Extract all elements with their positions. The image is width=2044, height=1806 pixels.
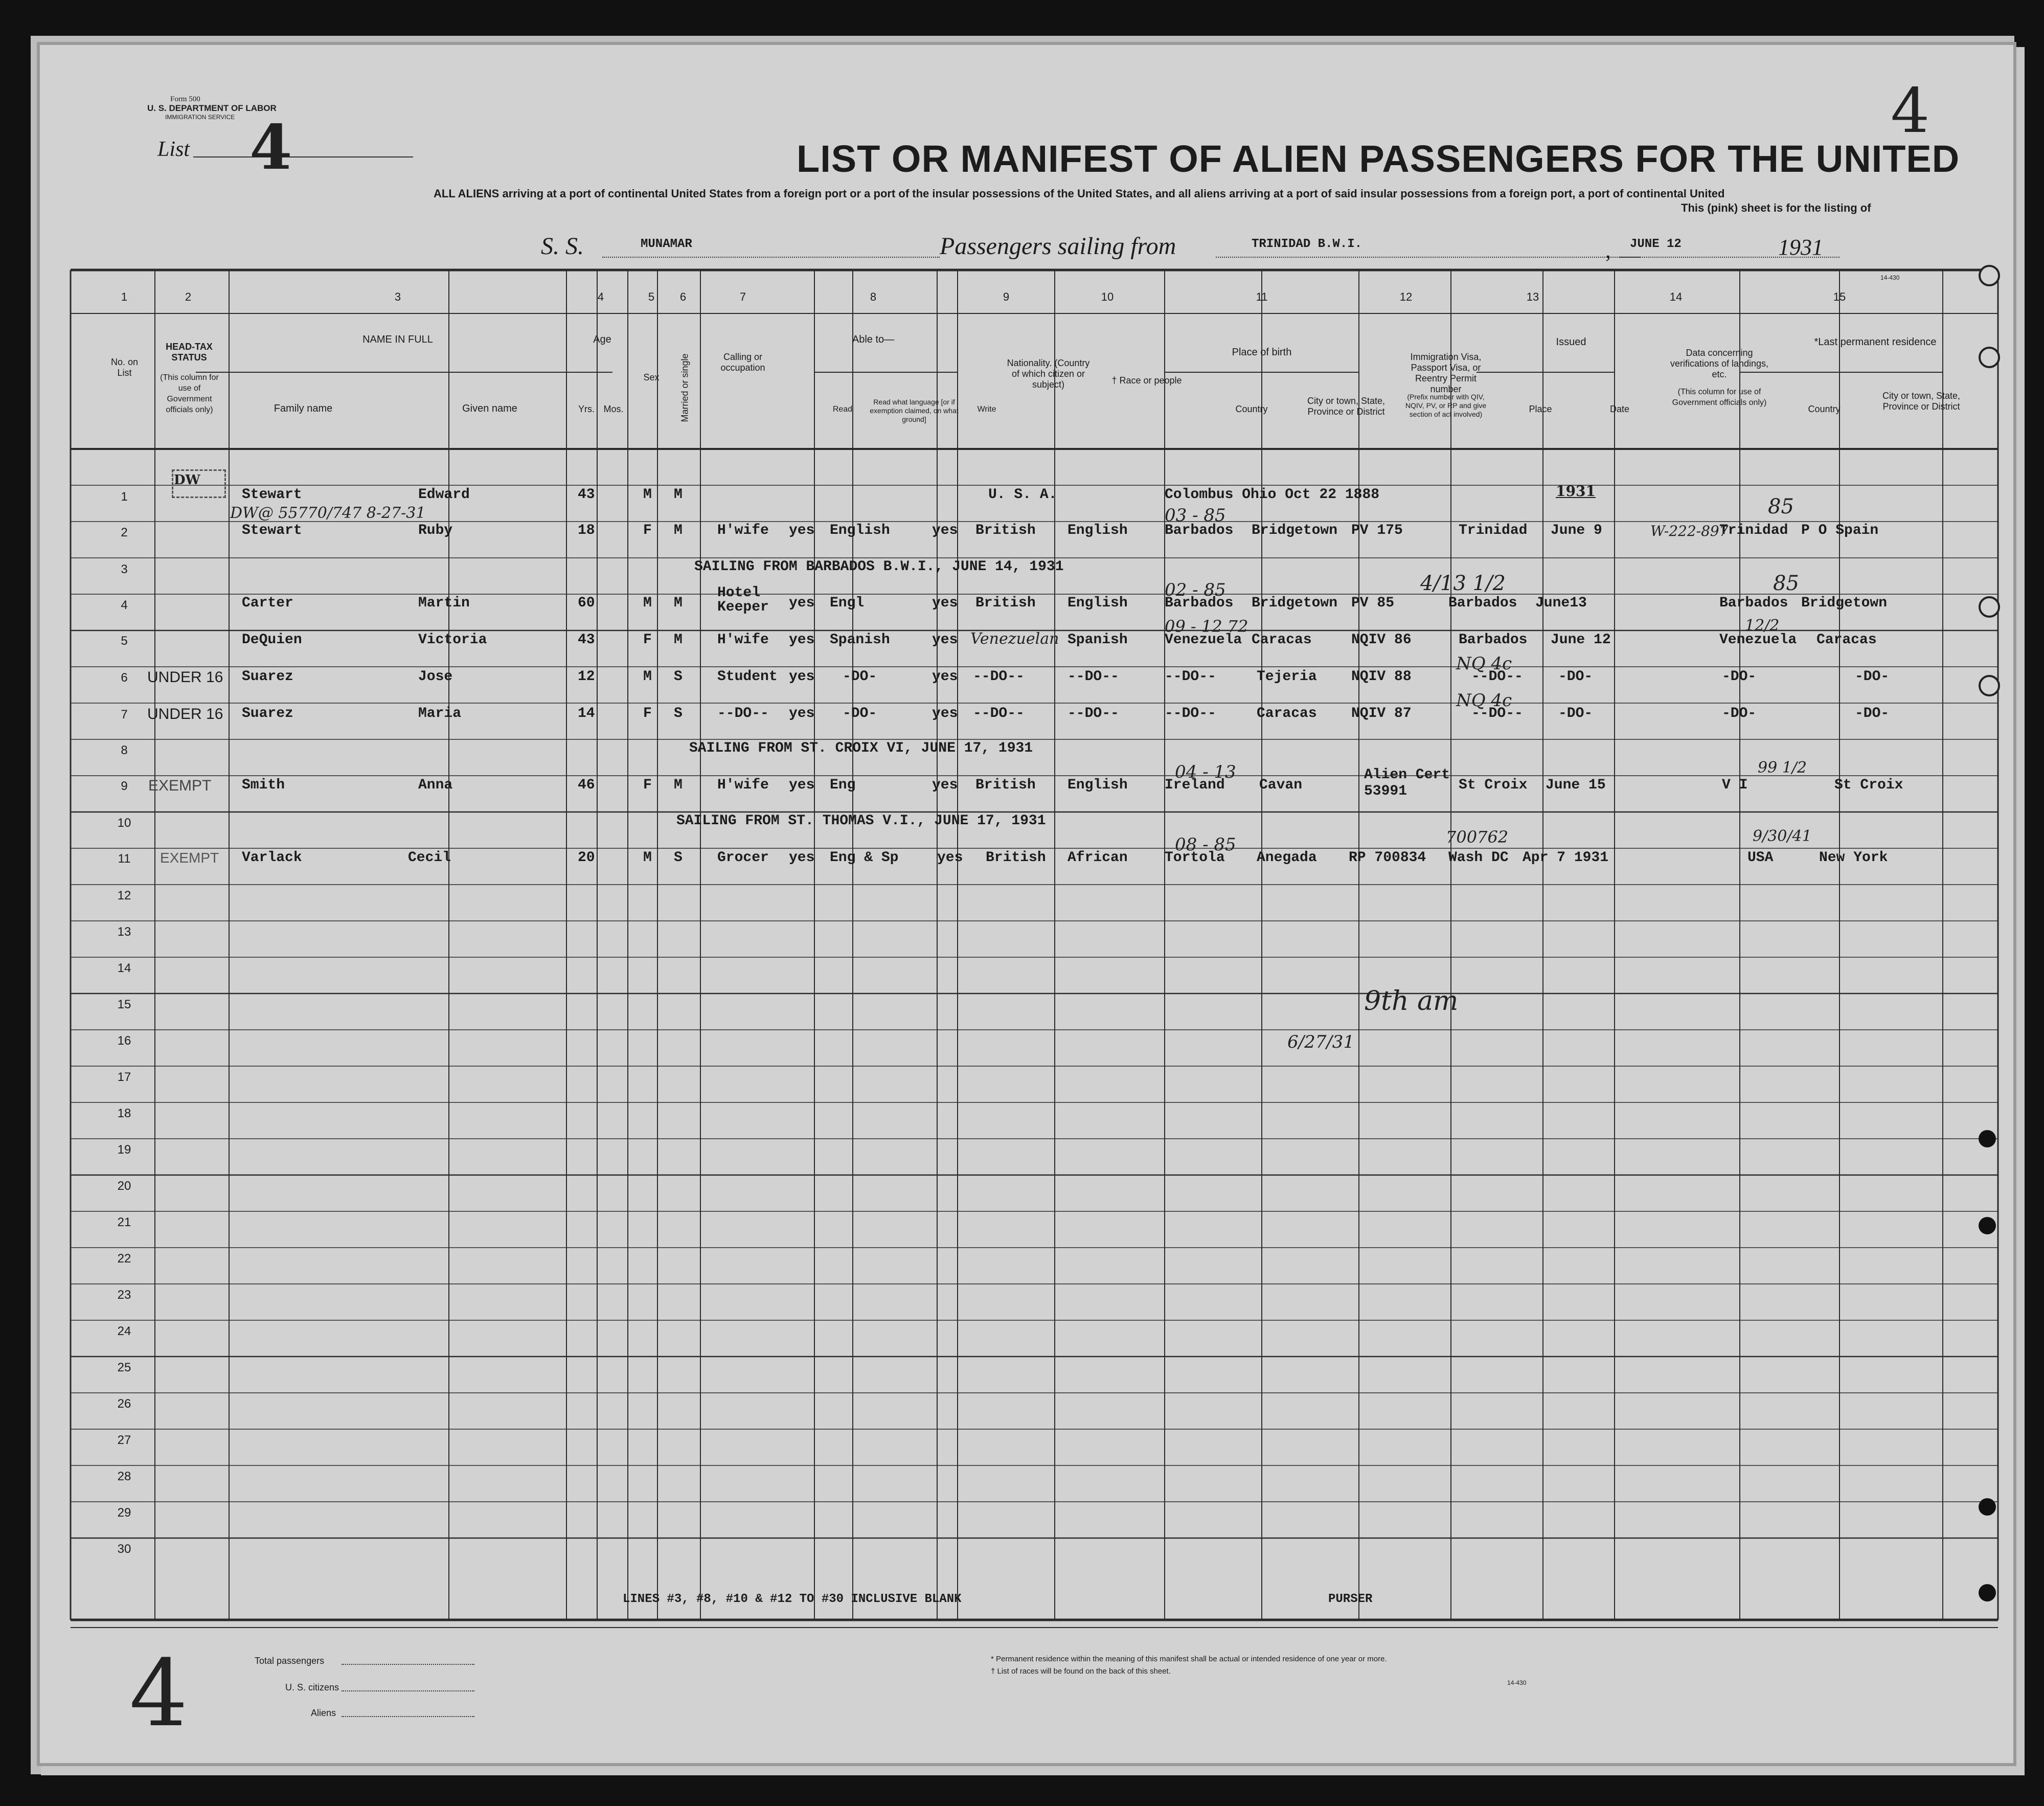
hand-visa-note: NQ 4c bbox=[1456, 690, 1512, 711]
cell-residence-city: P O Spain bbox=[1801, 523, 1879, 538]
blank-lines-note: LINES #3, #8, #10 & #12 TO #30 INCLUSIVE BLANK bbox=[623, 1592, 962, 1606]
cell-visa: PV 85 bbox=[1351, 595, 1395, 611]
row-number: 30 bbox=[117, 1542, 131, 1556]
cell-write: yes bbox=[932, 777, 958, 793]
hand-visa-note: NQ 4c bbox=[1456, 653, 1512, 674]
header-no-on-list: No. on List bbox=[110, 357, 139, 378]
cell-given-name: Jose bbox=[418, 669, 453, 685]
cell-family-name: Varlack bbox=[242, 850, 302, 866]
cell-read: yes bbox=[789, 523, 815, 538]
cell-write: yes bbox=[932, 706, 958, 721]
hand-note: 03 - 85 bbox=[1165, 505, 1226, 526]
total-passengers-label: Total passengers bbox=[255, 1656, 325, 1666]
cell-issued-place: --DO-- bbox=[1471, 706, 1523, 721]
cell-family-name: Stewart bbox=[242, 523, 302, 538]
cell-write: yes bbox=[932, 632, 958, 648]
cell-married: S bbox=[674, 669, 683, 685]
header-calling: Calling or occupation bbox=[720, 352, 765, 373]
header-family-name: Family name bbox=[274, 403, 333, 414]
footnote-residence: * Permanent residence within the meaning of this manifest shall be actual or intended residence of one year or more. bbox=[991, 1655, 1387, 1663]
row-number: 4 bbox=[121, 598, 128, 612]
header-issued: Issued bbox=[1556, 336, 1586, 348]
row-number: 12 bbox=[117, 889, 131, 902]
cell-family-name: DeQuien bbox=[242, 632, 302, 648]
header-age-mos: Mos. bbox=[603, 404, 624, 414]
row-number: 19 bbox=[117, 1143, 131, 1157]
cell-birth-city: Bridgetown bbox=[1252, 595, 1338, 611]
cell-family-name: Suarez bbox=[242, 706, 293, 721]
cell-occupation: H'wife bbox=[717, 777, 769, 793]
cell-language: English bbox=[830, 523, 890, 538]
cell-visa: PV 175 bbox=[1351, 523, 1403, 538]
cell-age-yrs: 14 bbox=[578, 706, 595, 721]
hand-note: 08 - 85 bbox=[1175, 834, 1236, 855]
cell-write: yes bbox=[932, 523, 958, 538]
binder-hole bbox=[1979, 1498, 1996, 1516]
binder-ring-hole bbox=[1979, 265, 2000, 286]
cell-nationality: --DO-- bbox=[973, 669, 1025, 685]
header-race: † Race or people bbox=[1111, 375, 1182, 386]
cell-married: M bbox=[674, 777, 683, 793]
header-sex: Sex bbox=[643, 372, 660, 382]
binder-ring-hole bbox=[1979, 596, 2000, 618]
cell-sex: F bbox=[643, 632, 652, 648]
cell-age-yrs: 43 bbox=[578, 632, 595, 648]
cell-given-name: Ruby bbox=[418, 523, 453, 538]
manifest-grid bbox=[40, 45, 2013, 1763]
list-label: List bbox=[157, 138, 190, 161]
cell-sex: M bbox=[643, 669, 652, 685]
cell-married: M bbox=[674, 523, 683, 538]
row-number: 13 bbox=[117, 925, 131, 939]
sheet-code: 14-430 bbox=[1880, 274, 1900, 281]
cell-visa: NQIV 87 bbox=[1351, 706, 1412, 721]
cell-language: Eng & Sp bbox=[830, 850, 899, 866]
col-num-8: 8 bbox=[870, 290, 877, 303]
sailing-year: 1931 bbox=[1778, 235, 1823, 260]
cell-issued-date: June13 bbox=[1535, 595, 1587, 611]
cell-issued-date: -DO- bbox=[1558, 706, 1593, 721]
cell-residence-city: St Croix bbox=[1834, 777, 1903, 793]
cell-race: --DO-- bbox=[1068, 706, 1119, 721]
header-head-tax-note: (This column for use of Government officials only) bbox=[160, 373, 219, 414]
col-num-10: 10 bbox=[1101, 290, 1114, 303]
cell-language: Engl bbox=[830, 595, 865, 611]
cell-visa: RP 700834 bbox=[1349, 850, 1426, 866]
cell-read: yes bbox=[789, 706, 815, 721]
aliens-label: Aliens bbox=[311, 1708, 336, 1718]
row-number: 5 bbox=[121, 634, 128, 648]
total-line bbox=[342, 1664, 474, 1665]
header-residence-country: Country bbox=[1808, 404, 1841, 414]
cell-issued-date: June 15 bbox=[1546, 777, 1606, 793]
col-num-15: 15 bbox=[1833, 290, 1846, 303]
cell-issued-date: June 9 bbox=[1551, 523, 1602, 538]
row-number: 24 bbox=[117, 1324, 131, 1338]
cell-head-tax: UNDER 16 bbox=[147, 706, 223, 723]
subtitle: ALL ALIENS arriving at a port of continental United States from a foreign port or a port of the insular possessions of the United States, and all aliens arriving at a port of said insular possessions from a foreign port, a port of continental United bbox=[434, 187, 1725, 200]
header-married: Married or single bbox=[679, 353, 690, 422]
header-nationality: Nationality. (Country of which citizen or subject) bbox=[1007, 358, 1090, 390]
purser-label: PURSER bbox=[1328, 1592, 1373, 1606]
citizens-line bbox=[342, 1690, 474, 1691]
ss-label: S. S. bbox=[541, 233, 584, 260]
cell-sex: M bbox=[643, 595, 652, 611]
section-header: SAILING FROM BARBADOS B.W.I., JUNE 14, 1931 bbox=[694, 559, 1064, 575]
hand-count: 4 bbox=[129, 1640, 188, 1747]
row-number: 11 bbox=[118, 852, 131, 866]
manifest-sheet bbox=[40, 45, 2013, 1763]
cell-head-tax: EXEMPT bbox=[160, 850, 219, 866]
cell-language: -DO- bbox=[843, 669, 877, 685]
row-number: 27 bbox=[117, 1433, 131, 1447]
cell-race: Spanish bbox=[1068, 632, 1128, 648]
cell-write: yes bbox=[932, 595, 958, 611]
row-number: 16 bbox=[117, 1034, 131, 1048]
cell-birth-country: --DO-- bbox=[1165, 706, 1216, 721]
cell-sex: M bbox=[643, 850, 652, 866]
cell-race: English bbox=[1068, 595, 1128, 611]
row-number: 3 bbox=[121, 562, 128, 576]
row-number: 1 bbox=[121, 490, 128, 504]
cell-nationality: British bbox=[986, 850, 1046, 866]
col-num-6: 6 bbox=[679, 290, 687, 303]
cell-sex: M bbox=[643, 487, 652, 503]
cell-residence-city: Bridgetown bbox=[1801, 595, 1888, 611]
cell-write: yes bbox=[937, 850, 963, 866]
col-num-12: 12 bbox=[1399, 290, 1413, 303]
cell-family-name: Stewart bbox=[242, 487, 302, 503]
cell-nationality: British bbox=[975, 777, 1036, 793]
cell-birth-country: Tortola bbox=[1165, 850, 1225, 866]
comma: , bbox=[1605, 238, 1611, 263]
header-issued-date: Date bbox=[1609, 404, 1630, 414]
header-visa-note: (Prefix number with QIV, NQIV, PV, or RP and give section of act involved) bbox=[1405, 393, 1487, 418]
binder-ring-hole bbox=[1979, 347, 2000, 368]
cell-occupation: --DO-- bbox=[717, 706, 769, 721]
binder-ring-hole bbox=[1979, 675, 2000, 696]
header-write: Write bbox=[977, 405, 996, 414]
hand-year: 1931 bbox=[1556, 483, 1596, 500]
header-last-residence: *Last permanent residence bbox=[1814, 336, 1937, 348]
row-number: 9 bbox=[121, 779, 128, 793]
department-label: U. S. DEPARTMENT OF LABOR bbox=[147, 103, 277, 113]
cell-family-name: Smith bbox=[242, 777, 285, 793]
cell-read: yes bbox=[789, 777, 815, 793]
header-given-name: Given name bbox=[462, 403, 517, 414]
cell-family-name: Suarez bbox=[242, 669, 293, 685]
cell-issued-place: Barbados bbox=[1448, 595, 1517, 611]
cell-visa: Alien Cert 53991 bbox=[1364, 767, 1450, 799]
cell-birth-city: Anegada bbox=[1257, 850, 1317, 866]
cell-married: M bbox=[674, 632, 683, 648]
cell-issued-date: June 12 bbox=[1551, 632, 1611, 648]
section-header: SAILING FROM ST. THOMAS V.I., JUNE 17, 1931 bbox=[676, 813, 1046, 829]
cell-race: English bbox=[1068, 777, 1128, 793]
cell-birth: Colombus Ohio Oct 22 1888 bbox=[1165, 487, 1380, 503]
col-num-3: 3 bbox=[394, 290, 401, 303]
row-number: 2 bbox=[121, 526, 128, 539]
cell-married: M bbox=[674, 487, 683, 503]
aliens-line bbox=[342, 1716, 474, 1717]
cell-birth-city: Tejeria bbox=[1257, 669, 1317, 685]
cell-residence-country: Barbados bbox=[1719, 595, 1788, 611]
cell-visa: NQIV 86 bbox=[1351, 632, 1412, 648]
footer-code: 14-430 bbox=[1507, 1679, 1527, 1686]
binder-hole bbox=[1979, 1217, 1996, 1234]
cell-race: English bbox=[1068, 523, 1128, 538]
header-birth-city: City or town, State, Province or District bbox=[1307, 396, 1386, 417]
cell-issued-place: Wash DC bbox=[1448, 850, 1509, 866]
cell-nationality: British bbox=[975, 523, 1036, 538]
cell-occupation: H'wife bbox=[717, 632, 769, 648]
cell-occupation: Student bbox=[717, 669, 778, 685]
cell-language: -DO- bbox=[843, 706, 877, 721]
header-able-to: Able to— bbox=[852, 334, 895, 345]
row-number: 22 bbox=[117, 1252, 131, 1266]
cell-birth-city: Cavan bbox=[1259, 777, 1303, 793]
footnote-races: † List of races will be found on the back of this sheet. bbox=[991, 1667, 1171, 1676]
cell-language: Spanish bbox=[830, 632, 890, 648]
cell-occupation: Grocer bbox=[717, 850, 769, 866]
cell-married: M bbox=[674, 595, 683, 611]
cell-birth-city: Caracas bbox=[1257, 706, 1317, 721]
page-title: LIST OR MANIFEST OF ALIEN PASSENGERS FOR THE UNITED bbox=[797, 138, 1960, 180]
cell-issued-place: Barbados bbox=[1459, 632, 1528, 648]
cell-residence-country: USA bbox=[1747, 850, 1774, 866]
cell-read: yes bbox=[789, 850, 815, 866]
hand-note: 02 - 85 bbox=[1165, 580, 1226, 600]
file-number-annotation: DW@ 55770/747 8-27-31 bbox=[230, 504, 426, 522]
header-place-of-birth: Place of birth bbox=[1232, 347, 1292, 358]
cell-residence-city: -DO- bbox=[1855, 669, 1890, 685]
cell-issued-place: --DO-- bbox=[1471, 669, 1523, 685]
col-num-5: 5 bbox=[648, 290, 655, 303]
cell-married: S bbox=[674, 706, 683, 721]
row-number: 8 bbox=[121, 743, 128, 757]
cell-given-name: Victoria bbox=[418, 632, 487, 648]
cell-age-yrs: 60 bbox=[578, 595, 595, 611]
sailing-from-label: Passengers sailing from bbox=[940, 233, 1176, 260]
cell-issued-date: Apr 7 1931 bbox=[1523, 850, 1609, 866]
cell-married: S bbox=[674, 850, 683, 866]
row-number: 7 bbox=[121, 708, 128, 721]
cell-given-name: Anna bbox=[418, 777, 453, 793]
hand-visa-note: 4/13 1/2 bbox=[1420, 572, 1506, 595]
cell-occupation: H'wife bbox=[717, 523, 769, 538]
row-number: 17 bbox=[117, 1070, 131, 1084]
cell-race: African bbox=[1068, 850, 1128, 866]
cell-birth-city: Bridgetown bbox=[1252, 523, 1338, 538]
header-read: Read bbox=[832, 405, 853, 414]
cell-nationality: --DO-- bbox=[973, 706, 1025, 721]
section-header: SAILING FROM ST. CROIX VI, JUNE 17, 1931 bbox=[689, 740, 1033, 756]
cell-given-name: Maria bbox=[418, 706, 462, 721]
binder-hole bbox=[1979, 1130, 1996, 1147]
hand-note: 04 - 13 bbox=[1175, 762, 1236, 782]
row-number: 10 bbox=[117, 816, 131, 830]
col-num-14: 14 bbox=[1669, 290, 1683, 303]
cell-given-name: Martin bbox=[418, 595, 470, 611]
cell-language: Eng bbox=[830, 777, 856, 793]
cell-residence-city: -DO- bbox=[1855, 706, 1890, 721]
hand-note: 99 1/2 bbox=[1758, 759, 1807, 777]
cell-sex: F bbox=[643, 777, 652, 793]
cell-read: yes bbox=[789, 595, 815, 611]
cell-birth-country: Barbados bbox=[1165, 523, 1234, 538]
col-num-2: 2 bbox=[185, 290, 192, 303]
cell-residence-country: Venezuela bbox=[1719, 632, 1797, 648]
cell-read: yes bbox=[789, 669, 815, 685]
hand-inspection-time: 9th am bbox=[1364, 986, 1459, 1017]
cell-birth-country: Ireland bbox=[1165, 777, 1225, 793]
cell-nationality: Venezuelan bbox=[970, 630, 1059, 648]
row-number: 21 bbox=[117, 1215, 131, 1229]
cell-residence-country: -DO- bbox=[1722, 706, 1757, 721]
cell-age-yrs: 43 bbox=[578, 487, 595, 503]
binder-hole bbox=[1979, 1584, 1996, 1601]
row-number: 28 bbox=[117, 1470, 131, 1483]
col-num-9: 9 bbox=[1003, 290, 1010, 303]
header-birth-country: Country bbox=[1235, 404, 1268, 414]
cell-head-tax: EXEMPT bbox=[148, 777, 212, 794]
cell-given-name: Cecil bbox=[408, 850, 451, 866]
cell-sex: F bbox=[643, 706, 652, 721]
header-issued-place: Place bbox=[1529, 404, 1552, 414]
cell-family-name: Carter bbox=[242, 595, 293, 611]
cell-residence-country: Trinidad bbox=[1719, 523, 1788, 538]
header-age-yrs: Yrs. bbox=[578, 404, 595, 414]
col-num-1: 1 bbox=[121, 290, 128, 303]
hand-note: 09 - 12 72 bbox=[1165, 617, 1248, 636]
row-number: 18 bbox=[117, 1107, 131, 1120]
port-name: TRINIDAD B.W.I. bbox=[1252, 237, 1362, 251]
cell-read: yes bbox=[789, 632, 815, 648]
cell-birth-country: --DO-- bbox=[1165, 669, 1216, 685]
row-number: 29 bbox=[117, 1506, 131, 1520]
row-number: 23 bbox=[117, 1288, 131, 1302]
row-number: 20 bbox=[117, 1179, 131, 1193]
hand-visa-note: 700762 bbox=[1446, 827, 1509, 847]
cell-residence-city: Caracas bbox=[1816, 632, 1877, 648]
cell-age-yrs: 20 bbox=[578, 850, 595, 866]
cell-birth-city: Caracas bbox=[1252, 632, 1312, 648]
list-number: 4 bbox=[249, 111, 292, 184]
header-read-language: Read what language [or if exemption claimed, on what ground] bbox=[870, 398, 959, 423]
row-number: 25 bbox=[117, 1361, 131, 1374]
header-verifications-note: (This column for use of Government officials only) bbox=[1672, 388, 1767, 407]
header-age: Age bbox=[593, 334, 611, 345]
cell-issued-place: St Croix bbox=[1459, 777, 1528, 793]
cell-head-tax: UNDER 16 bbox=[147, 669, 223, 686]
cell-visa: NQIV 88 bbox=[1351, 669, 1412, 685]
col-num-4: 4 bbox=[597, 290, 604, 303]
hand-note: 12/2 bbox=[1745, 617, 1780, 635]
header-verifications: Data concerning verifications of landings, etc. bbox=[1670, 348, 1769, 379]
cell-birth-country: Barbados bbox=[1165, 595, 1234, 611]
hand-inspection-date: 6/27/31 bbox=[1287, 1032, 1355, 1052]
cell-birth-country: Venezuela bbox=[1165, 632, 1242, 648]
cell-occupation: Hotel Keeper bbox=[717, 585, 769, 615]
row-number: 14 bbox=[117, 961, 131, 975]
row-number: 6 bbox=[121, 671, 128, 685]
stamp-text: DW bbox=[174, 472, 200, 488]
hand-note: 85 bbox=[1768, 495, 1794, 518]
cell-residence-country: -DO- bbox=[1722, 669, 1757, 685]
row-number: 15 bbox=[117, 998, 131, 1011]
service-label: IMMIGRATION SERVICE bbox=[165, 114, 235, 121]
ship-name: MUNAMAR bbox=[641, 237, 692, 251]
cell-issued-date: -DO- bbox=[1558, 669, 1593, 685]
cell-issued-place: Trinidad bbox=[1459, 523, 1528, 538]
cell-race: --DO-- bbox=[1068, 669, 1119, 685]
hand-note: W-222-897 bbox=[1650, 523, 1729, 539]
form-number: Form 500 bbox=[170, 95, 200, 103]
cell-given-name: Edward bbox=[418, 487, 470, 503]
cell-write: yes bbox=[932, 669, 958, 685]
cell-age-yrs: 12 bbox=[578, 669, 595, 685]
row-number: 26 bbox=[117, 1397, 131, 1411]
cell-age-yrs: 18 bbox=[578, 523, 595, 538]
us-citizens-label: U. S. citizens bbox=[285, 1682, 339, 1692]
cell-residence-country: V I bbox=[1722, 777, 1748, 793]
sailing-date: JUNE 12 bbox=[1630, 237, 1682, 251]
col-num-13: 13 bbox=[1526, 290, 1539, 303]
cell-sex: F bbox=[643, 523, 652, 538]
hand-note: 85 bbox=[1773, 572, 1799, 595]
header-visa: Immigration Visa, Passport Visa, or Reentry Permit number bbox=[1410, 352, 1482, 394]
cell-nationality: U. S. A. bbox=[988, 487, 1057, 503]
subtitle-2: This (pink) sheet is for the listing of bbox=[1681, 201, 1871, 214]
cell-nationality: British bbox=[975, 595, 1036, 611]
corner-number: 4 bbox=[1891, 76, 1930, 147]
col-num-7: 7 bbox=[739, 290, 746, 303]
col-num-11: 11 bbox=[1256, 290, 1268, 303]
header-head-tax: HEAD-TAX STATUS bbox=[166, 342, 213, 363]
header-name-in-full: NAME IN FULL bbox=[362, 334, 433, 345]
cell-age-yrs: 46 bbox=[578, 777, 595, 793]
header-residence-city: City or town, State, Province or District bbox=[1882, 391, 1961, 412]
cell-residence-city: New York bbox=[1819, 850, 1888, 866]
hand-note: 9/30/41 bbox=[1753, 827, 1812, 845]
